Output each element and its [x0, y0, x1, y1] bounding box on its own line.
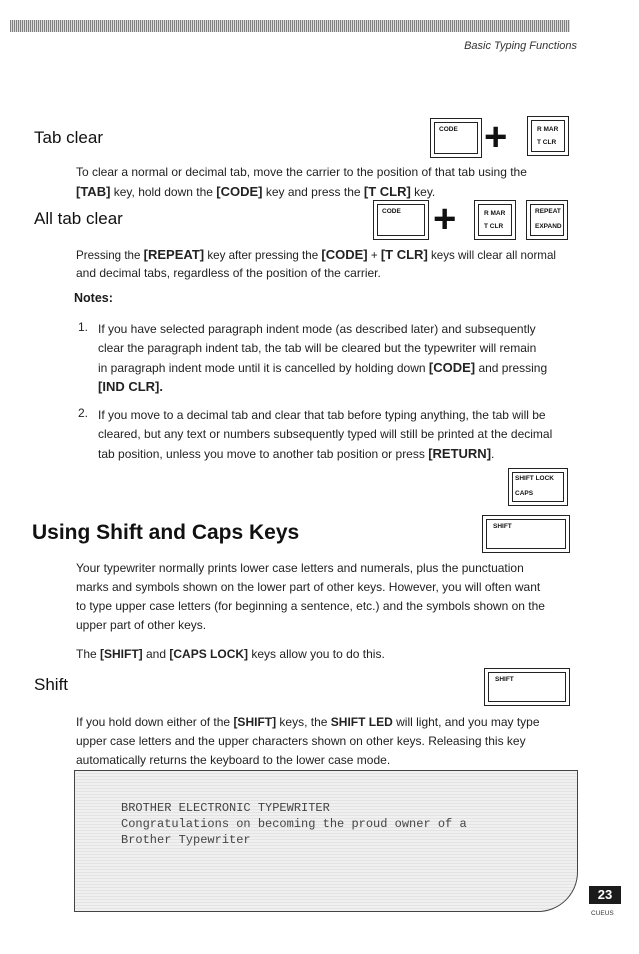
all-tab-clear-text-line-1: Pressing the [REPEAT] key after pressing the [CODE] + [T CLR] keys will clear all normal — [76, 247, 556, 262]
typewriter-printout — [74, 770, 578, 912]
printout-line-3: Brother Typewriter — [121, 833, 251, 847]
page-caption: CUEUS — [591, 910, 614, 917]
header-band — [10, 20, 570, 32]
code-key-icon-2: CODE — [373, 200, 429, 240]
running-header: Basic Typing Functions — [464, 40, 577, 52]
shift-text-line-3: automatically returns the keyboard to the lower case mode. — [76, 753, 391, 767]
shift-caps-heading: Using Shift and Caps Keys — [32, 521, 300, 544]
shift-key-icon-2: SHIFT — [484, 668, 570, 706]
plus-icon-2: + — [433, 197, 457, 241]
printout-line-2: Congratulations on becoming the proud owner of a — [121, 817, 467, 831]
note-1-number: 1. — [78, 320, 89, 334]
all-tab-clear-text-line-2: and decimal tabs, regardless of the position of the carrier. — [76, 266, 381, 280]
note-2-number: 2. — [78, 406, 89, 420]
shift-heading: Shift — [34, 675, 69, 694]
note-1-line-4: [IND CLR]. — [98, 379, 163, 394]
shift-caps-text-line-4: upper part of other keys. — [76, 618, 207, 632]
note-1-line-1: If you have selected paragraph indent mode (as described later) and subsequently — [98, 322, 536, 336]
shift-caps-text-line-1: Your typewriter normally prints lower case letters and numerals, plus the punctuation — [76, 561, 524, 575]
notes-title: Notes: — [74, 291, 113, 305]
tab-clear-text-line-1: To clear a normal or decimal tab, move the carrier to the position of that tab using the — [76, 165, 527, 179]
note-1-line-3: in paragraph indent mode until it is cancelled by holding down [CODE] and pressing — [98, 360, 548, 375]
code-key-icon: CODE — [430, 118, 482, 158]
note-2-line-3: tab position, unless you move to another tab position or press [RETURN]. — [98, 446, 495, 461]
repeat-expand-key-icon: REPEAT EXPAND — [526, 200, 568, 240]
plus-icon: + — [484, 115, 508, 159]
page-number: 23 — [589, 886, 621, 904]
shift-caps-text-line-2: marks and symbols shown on the lower part of other keys. However, you will often want — [76, 580, 541, 594]
shift-caps-text-line-5: The [SHIFT] and [CAPS LOCK] keys allow you to do this. — [76, 647, 385, 661]
tab-clear-text-line-2: [TAB] key, hold down the [CODE] key and press the [T CLR] key. — [76, 184, 436, 199]
shift-lock-caps-key-icon: SHIFT LOCK CAPS — [508, 468, 568, 506]
note-2-line-2: cleared, but any text or numbers subsequently typed will still be printed at the decimal — [98, 427, 553, 441]
note-2-line-1: If you move to a decimal tab and clear that tab before typing anything, the tab will be — [98, 408, 546, 422]
shift-caps-text-line-3: to type upper case letters (for beginning a sentence, etc.) and the symbols shown on the — [76, 599, 545, 613]
shift-key-icon: SHIFT — [482, 515, 570, 553]
rmar-tclr-key-icon-2: R MAR T CLR — [474, 200, 516, 240]
shift-text-line-2: upper case letters and the upper characters shown on other keys. Releasing this key — [76, 734, 526, 748]
rmar-tclr-key-icon: R MAR T CLR — [527, 116, 569, 156]
shift-text-line-1: If you hold down either of the [SHIFT] keys, the SHIFT LED will light, and you may type — [76, 715, 540, 729]
note-1-line-2: clear the paragraph indent tab, the tab will be cleared but the typewriter will remain — [98, 341, 537, 355]
all-tab-clear-heading: All tab clear — [34, 209, 123, 228]
printout-line-1: BROTHER ELECTRONIC TYPEWRITER — [121, 801, 330, 815]
tab-clear-heading: Tab clear — [34, 128, 103, 147]
